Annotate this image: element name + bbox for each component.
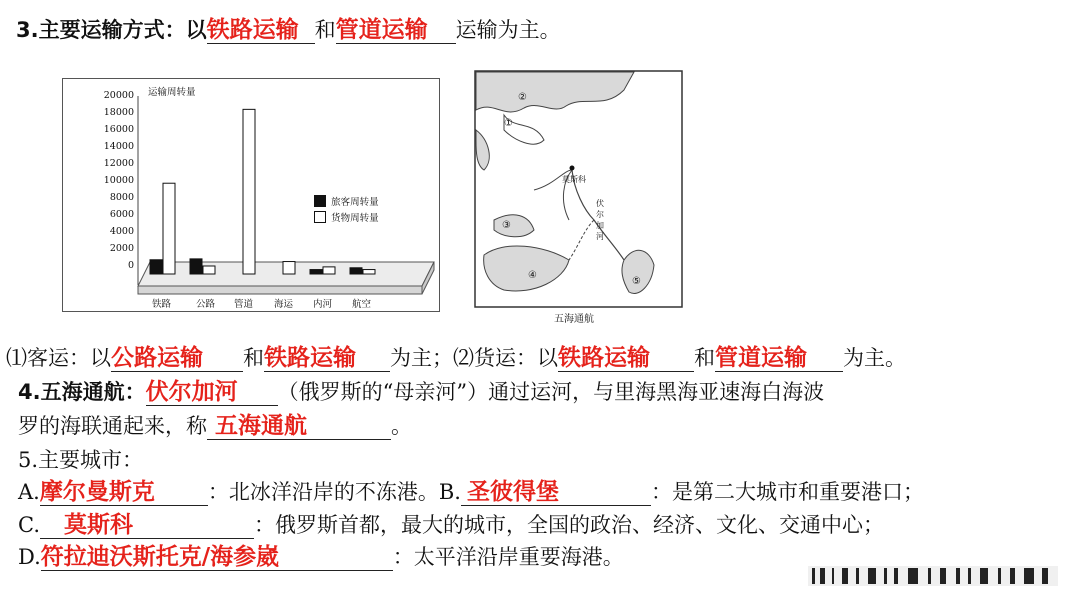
answer-city-a: 摩尔曼斯克 <box>39 479 155 505</box>
bar-管道-货物周转量 <box>243 109 255 274</box>
q4-text-2: 罗的海联通起来，称 <box>18 414 207 438</box>
q5-c-prefix: C. <box>18 513 40 537</box>
q5-d-prefix: D. <box>18 545 41 569</box>
y-tick: 4000 <box>109 226 134 237</box>
q5-line-d <box>18 541 624 571</box>
answer-freight-2: 管道运输 <box>715 345 807 371</box>
chart-plot <box>62 78 442 318</box>
x-label: 海运 <box>274 299 294 310</box>
q4-text-3: 。 <box>391 414 412 438</box>
map-marker: ① <box>504 118 513 129</box>
q5-d-text: ：太平洋沿岸重要海港。 <box>392 545 624 569</box>
bar-航空-货物周转量 <box>363 270 375 274</box>
legend-swatch <box>314 195 326 207</box>
map-marker: ③ <box>502 220 511 231</box>
bar-公路-货物周转量 <box>203 266 215 274</box>
legend-item <box>314 190 379 206</box>
legend-swatch <box>314 211 326 223</box>
q3b-text-2: 和 <box>243 346 264 370</box>
q3-suffix: 运输为主。 <box>455 18 561 42</box>
y-tick: 14000 <box>103 141 134 152</box>
q5-a-text: ：北冰洋沿岸的不冻港。B. <box>207 480 461 504</box>
q5-b-text: ：是第二大城市和重要港口； <box>650 480 924 504</box>
map-river-label: 伏尔加河 <box>596 199 604 241</box>
q4-text-1: （俄罗斯的“母亲河”）通过运河，与里海黑海亚速海白海波 <box>277 380 825 404</box>
bar-铁路-旅客周转量 <box>150 260 162 274</box>
q3b-text-1: ⑴客运：以 <box>6 346 111 370</box>
q4-line-1 <box>18 376 824 406</box>
five-seas-map <box>474 70 684 325</box>
y-tick: 2000 <box>109 243 134 254</box>
y-tick: 18000 <box>103 107 134 118</box>
map-caption: 五海通航 <box>554 314 594 325</box>
q3b-text-3: 为主；⑵货运：以 <box>390 346 558 370</box>
legend-label: 货物周转量 <box>331 213 379 224</box>
bar-航空-旅客周转量 <box>350 268 362 274</box>
q5-a-prefix: A. <box>18 480 40 504</box>
y-tick: 6000 <box>109 209 134 220</box>
map-marker: ⑤ <box>632 276 641 287</box>
y-tick: 8000 <box>109 192 134 203</box>
legend-item <box>314 206 379 222</box>
y-tick: 0 <box>127 260 134 271</box>
x-label: 铁路 <box>152 299 172 310</box>
q3b-text-4: 和 <box>694 346 715 370</box>
answer-city-b: 圣彼得堡 <box>466 479 559 505</box>
answer-city-c: 莫斯科 <box>64 512 133 538</box>
bar-铁路-货物周转量 <box>163 183 175 274</box>
map-drawing <box>474 70 684 310</box>
map-label-moscow: 莫斯科 <box>562 175 586 184</box>
legend-label: 旅客周转量 <box>331 197 379 208</box>
q3-prefix: 主要运输方式：以 <box>38 18 207 42</box>
map-marker: ② <box>518 92 527 103</box>
q4-number: 4. <box>18 380 41 404</box>
q5-title: 5.主要城市： <box>18 448 144 472</box>
x-label: 管道 <box>234 299 254 310</box>
map-marker: ④ <box>528 270 537 281</box>
answer-q4-2: 五海通航 <box>215 413 307 439</box>
answer-freight-1: 铁路运输 <box>558 345 650 371</box>
q3b-text-5: 为主。 <box>843 346 906 370</box>
bar-公路-旅客周转量 <box>190 259 202 274</box>
y-tick: 16000 <box>103 124 134 135</box>
x-label: 公路 <box>196 299 216 310</box>
x-label: 航空 <box>352 299 372 310</box>
q5-line-c <box>18 509 884 539</box>
answer-q3-1: 铁路运输 <box>206 17 299 43</box>
q4-label: 五海通航： <box>40 380 146 404</box>
q5-line-a <box>18 476 924 506</box>
watermark-strip <box>808 566 1058 586</box>
bar-内河-货物周转量 <box>323 267 335 274</box>
q4-line-2 <box>18 410 412 440</box>
bar-内河-旅客周转量 <box>310 270 322 274</box>
answer-passenger-2: 铁路运输 <box>264 345 356 371</box>
y-tick: 12000 <box>103 158 134 169</box>
q3-line <box>16 14 561 44</box>
chart-title: 运输周转量 <box>148 87 196 98</box>
answer-q4-1: 伏尔加河 <box>145 379 238 405</box>
answer-passenger-1: 公路运输 <box>111 345 203 371</box>
answer-city-d: 符拉迪沃斯托克/海参崴 <box>40 544 280 570</box>
q3b-line <box>6 342 906 372</box>
answer-q3-2: 管道运输 <box>335 17 428 43</box>
bar-海运-货物周转量 <box>283 262 295 274</box>
chart-legend <box>314 190 379 222</box>
x-label: 内河 <box>313 299 333 310</box>
y-tick: 20000 <box>103 90 134 101</box>
q3-mid: 和 <box>314 18 336 42</box>
y-tick: 10000 <box>103 175 134 186</box>
q5-c-text: ：俄罗斯首都，最大的城市，全国的政治、经济、文化、交通中心； <box>254 513 884 537</box>
transport-chart <box>62 78 442 318</box>
q3-number: 3. <box>16 18 39 42</box>
